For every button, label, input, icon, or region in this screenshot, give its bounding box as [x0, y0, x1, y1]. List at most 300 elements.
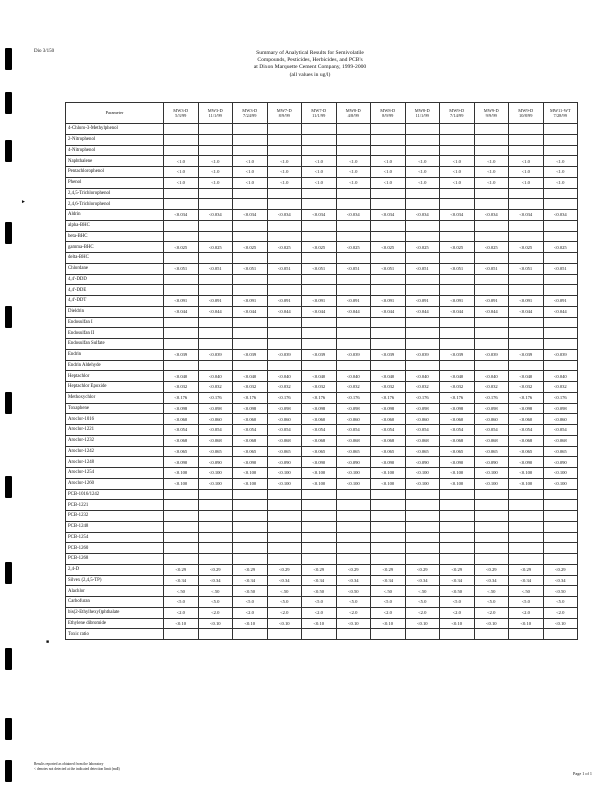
result-cell	[164, 124, 199, 135]
result-cell	[198, 285, 233, 296]
result-cell: <0.100	[509, 468, 544, 479]
result-cell	[405, 500, 440, 511]
result-cell	[405, 360, 440, 371]
result-cell	[198, 500, 233, 511]
result-cell	[336, 274, 371, 285]
parameter-name: Heptachlor	[66, 371, 164, 382]
result-cell: <0.044	[336, 306, 371, 317]
result-cell	[267, 360, 302, 371]
column-header	[198, 103, 233, 124]
result-cell	[336, 188, 371, 199]
result-cell: <0.060	[302, 414, 337, 425]
result-cell: <0.065	[371, 446, 406, 457]
result-cell	[336, 532, 371, 543]
result-cell: <0.044	[302, 306, 337, 317]
result-cell	[233, 220, 268, 231]
result-cell: <0.034	[336, 210, 371, 221]
result-cell	[267, 220, 302, 231]
result-cell: <0.032	[474, 382, 509, 393]
table-row	[66, 317, 578, 328]
parameter-name: 2,4,6-Trichlorophenol	[66, 199, 164, 210]
parameter-name: Ethylene dibromide	[66, 618, 164, 629]
result-cell: <2.0	[371, 607, 406, 618]
result-cell	[302, 511, 337, 522]
result-cell	[164, 532, 199, 543]
result-cell: <0.060	[233, 414, 268, 425]
result-cell: <0.040	[267, 371, 302, 382]
parameter-name: Endrin	[66, 349, 164, 360]
result-cell	[543, 500, 578, 511]
table-row	[66, 446, 578, 457]
result-cell	[164, 521, 199, 532]
result-cell: <0.034	[198, 210, 233, 221]
result-cell: <0.034	[440, 210, 475, 221]
result-cell: <0.025	[543, 242, 578, 253]
result-cell: <0.054	[336, 425, 371, 436]
result-cell: <0.100	[371, 478, 406, 489]
title-line: (all values in ug/l)	[289, 71, 331, 78]
result-cell: <5.0	[164, 597, 199, 608]
result-cell	[302, 199, 337, 210]
result-cell: <0.040	[371, 371, 406, 382]
result-cell: <0.051	[440, 263, 475, 274]
punch-hole	[5, 562, 12, 584]
result-cell	[336, 543, 371, 554]
result-cell	[164, 199, 199, 210]
result-cell: <0.039	[405, 349, 440, 360]
result-cell	[233, 339, 268, 350]
result-cell: <1.0	[233, 177, 268, 188]
result-cell: <2.0	[198, 607, 233, 618]
result-cell: <0.091	[474, 296, 509, 307]
result-cell: <1.0	[543, 156, 578, 167]
result-cell: <0.098	[371, 403, 406, 414]
result-cell: <0.025	[302, 242, 337, 253]
parameter-name: Toxic ratio	[66, 629, 164, 640]
parameter-name: 2,4-D	[66, 564, 164, 575]
result-cell	[198, 629, 233, 640]
result-cell: <0.051	[198, 263, 233, 274]
result-cell	[474, 220, 509, 231]
result-cell: <0.065	[474, 446, 509, 457]
result-cell	[543, 554, 578, 565]
result-cell: <0.060	[543, 414, 578, 425]
table-row	[66, 403, 578, 414]
result-cell: <0.060	[405, 414, 440, 425]
result-cell: <0.091	[543, 296, 578, 307]
result-cell	[336, 134, 371, 145]
result-cell	[198, 317, 233, 328]
table-row	[66, 489, 578, 500]
result-cell	[405, 543, 440, 554]
result-cell: <0.091	[267, 296, 302, 307]
result-cell: <0.090	[336, 457, 371, 468]
result-cell: <0.051	[509, 263, 544, 274]
result-cell	[440, 521, 475, 532]
result-cell	[543, 521, 578, 532]
result-cell	[233, 500, 268, 511]
result-cell: <0.054	[302, 425, 337, 436]
result-cell	[302, 145, 337, 156]
result-cell	[267, 285, 302, 296]
result-cell	[233, 543, 268, 554]
result-cell: <0.34	[405, 575, 440, 586]
result-cell	[371, 543, 406, 554]
result-cell	[509, 317, 544, 328]
result-cell: <0.025	[474, 242, 509, 253]
result-cell: <1.0	[198, 167, 233, 178]
column-date: 11/1/99	[208, 113, 222, 118]
result-cell	[336, 199, 371, 210]
result-cell	[474, 145, 509, 156]
column-well: MW3-D	[242, 107, 258, 113]
result-cell	[474, 629, 509, 640]
result-cell: <0.032	[440, 382, 475, 393]
result-cell	[164, 317, 199, 328]
result-cell	[509, 360, 544, 371]
parameter-name: 2,4,5-Trichlorophenol	[66, 188, 164, 199]
result-cell: <0.032	[198, 382, 233, 393]
result-cell: <5.0	[267, 597, 302, 608]
result-cell	[267, 145, 302, 156]
result-cell: <0.090	[474, 457, 509, 468]
result-cell	[474, 511, 509, 522]
parameter-name: PCB-1260	[66, 543, 164, 554]
result-cell: <0.176	[336, 392, 371, 403]
result-cell: <0.032	[164, 382, 199, 393]
result-cell: <0.090	[302, 457, 337, 468]
result-cell	[474, 124, 509, 135]
table-row	[66, 231, 578, 242]
result-cell: <0.098	[164, 403, 199, 414]
result-cell	[198, 543, 233, 554]
result-cell: <0.100	[405, 468, 440, 479]
result-cell	[267, 339, 302, 350]
result-cell	[509, 145, 544, 156]
result-cell	[371, 554, 406, 565]
result-cell	[509, 231, 544, 242]
result-cell	[371, 317, 406, 328]
table-row	[66, 629, 578, 640]
result-cell	[474, 360, 509, 371]
result-cell: <0.34	[474, 575, 509, 586]
result-cell	[440, 124, 475, 135]
result-cell	[405, 339, 440, 350]
result-cell: <0.50	[233, 586, 268, 597]
result-cell: <0.032	[405, 382, 440, 393]
result-cell	[302, 231, 337, 242]
result-cell	[405, 317, 440, 328]
table-row	[66, 618, 578, 629]
result-cell: <0.176	[198, 392, 233, 403]
result-cell: <0.29	[233, 564, 268, 575]
result-cell: <0.100	[302, 478, 337, 489]
column-well: MW8-D	[380, 107, 396, 113]
column-header	[509, 103, 544, 124]
result-cell: <0.051	[543, 263, 578, 274]
result-cell: <0.034	[302, 210, 337, 221]
result-cell: <0.100	[302, 468, 337, 479]
result-cell	[440, 511, 475, 522]
result-cell: <0.176	[302, 392, 337, 403]
parameter-name: Aldrin	[66, 210, 164, 221]
result-cell	[371, 339, 406, 350]
column-header	[233, 103, 268, 124]
parameter-name: Pentachlorophenol	[66, 167, 164, 178]
result-cell: <5.0	[543, 597, 578, 608]
table-row	[66, 478, 578, 489]
result-cell	[440, 220, 475, 231]
column-well: MW3-D	[207, 107, 223, 113]
table-row	[66, 500, 578, 511]
result-cell	[405, 199, 440, 210]
result-cell: <0.098	[474, 403, 509, 414]
result-cell	[440, 188, 475, 199]
result-cell: <0.065	[336, 446, 371, 457]
result-cell: <0.50	[336, 586, 371, 597]
result-cell	[509, 188, 544, 199]
result-cell: <0.040	[509, 371, 544, 382]
result-cell: <0.10	[233, 618, 268, 629]
result-cell	[543, 532, 578, 543]
result-cell	[509, 199, 544, 210]
result-cell: <0.176	[474, 392, 509, 403]
result-cell: <0.032	[302, 382, 337, 393]
result-cell: <1.0	[198, 156, 233, 167]
result-cell: <0.060	[474, 414, 509, 425]
result-cell: <1.0	[474, 156, 509, 167]
result-cell: <0.098	[267, 403, 302, 414]
result-cell	[440, 543, 475, 554]
parameter-name: PCB-1248	[66, 521, 164, 532]
parameter-name: Naphthalene	[66, 156, 164, 167]
result-cell	[405, 253, 440, 264]
punch-hole	[5, 140, 12, 162]
result-cell	[233, 124, 268, 135]
result-cell: <0.051	[164, 263, 199, 274]
result-cell: <2.0	[267, 607, 302, 618]
result-cell: <1.0	[474, 167, 509, 178]
result-cell: <5.0	[371, 597, 406, 608]
column-date: 11/1/99	[415, 113, 429, 118]
result-cell: <0.044	[440, 306, 475, 317]
result-cell: <0.032	[543, 382, 578, 393]
footer-line: Results reported as obtained from the laboratory	[34, 762, 104, 766]
result-cell: <1.0	[405, 156, 440, 167]
result-cell: <0.29	[267, 564, 302, 575]
result-cell	[509, 489, 544, 500]
result-cell: <0.039	[440, 349, 475, 360]
parameter-name: Alachlor	[66, 586, 164, 597]
column-header	[474, 103, 509, 124]
result-cell: <0.044	[371, 306, 406, 317]
punch-hole	[5, 92, 12, 114]
table-row	[66, 167, 578, 178]
punch-hole	[5, 306, 12, 328]
result-cell: <0.054	[371, 425, 406, 436]
result-cell	[267, 199, 302, 210]
result-cell: <0.068	[371, 435, 406, 446]
result-cell: <2.0	[440, 607, 475, 618]
table-row	[66, 296, 578, 307]
table-row	[66, 145, 578, 156]
result-cell	[371, 220, 406, 231]
result-cell: <0.068	[302, 435, 337, 446]
result-cell: <0.091	[509, 296, 544, 307]
result-cell	[198, 511, 233, 522]
parameter-name: PCB-1254	[66, 532, 164, 543]
result-cell	[336, 521, 371, 532]
result-cell	[302, 220, 337, 231]
result-cell: <0.10	[336, 618, 371, 629]
result-cell	[405, 521, 440, 532]
result-cell	[233, 253, 268, 264]
result-cell	[164, 188, 199, 199]
result-cell: <0.100	[233, 478, 268, 489]
column-date: 11/1/99	[312, 113, 326, 118]
result-cell	[336, 328, 371, 339]
result-cell: <0.065	[543, 446, 578, 457]
result-cell	[509, 500, 544, 511]
result-cell: <1.0	[302, 167, 337, 178]
result-cell: <0.060	[336, 414, 371, 425]
table-row	[66, 511, 578, 522]
parameter-name: gamma-BHC	[66, 242, 164, 253]
column-header	[371, 103, 406, 124]
result-cell	[543, 220, 578, 231]
result-cell: <0.098	[509, 403, 544, 414]
result-cell: <0.176	[267, 392, 302, 403]
result-cell	[543, 511, 578, 522]
result-cell	[302, 489, 337, 500]
result-cell	[405, 511, 440, 522]
result-cell	[371, 199, 406, 210]
result-cell: <0.065	[509, 446, 544, 457]
result-cell: <0.068	[198, 435, 233, 446]
table-row	[66, 274, 578, 285]
result-cell: <0.50	[543, 586, 578, 597]
result-cell: <0.50	[302, 586, 337, 597]
result-cell: <0.100	[164, 478, 199, 489]
result-cell	[164, 274, 199, 285]
result-cell	[543, 253, 578, 264]
column-header	[336, 103, 371, 124]
result-cell	[233, 231, 268, 242]
result-cell	[267, 134, 302, 145]
column-date: 5/3/99	[175, 113, 187, 118]
result-cell	[198, 554, 233, 565]
result-cell: <5.0	[509, 597, 544, 608]
result-cell: <0.100	[233, 468, 268, 479]
result-cell	[233, 521, 268, 532]
result-cell: <0.34	[371, 575, 406, 586]
column-well: MW9-D	[449, 107, 465, 113]
result-cell	[233, 285, 268, 296]
result-cell: <0.044	[198, 306, 233, 317]
result-cell: <0.29	[405, 564, 440, 575]
title-line: Summary of Analytical Results for Semivolatile	[256, 50, 364, 56]
result-cell	[267, 274, 302, 285]
result-cell: <.50	[371, 586, 406, 597]
result-cell: <0.091	[164, 296, 199, 307]
result-cell	[336, 253, 371, 264]
result-cell: <1.0	[371, 156, 406, 167]
result-cell: <0.50	[440, 586, 475, 597]
result-cell	[405, 124, 440, 135]
result-cell: <0.100	[543, 468, 578, 479]
result-cell	[336, 220, 371, 231]
result-cell: <0.10	[509, 618, 544, 629]
result-cell	[440, 500, 475, 511]
page-title	[160, 50, 460, 79]
parameter-name: Endosulfan I	[66, 317, 164, 328]
result-cell: <0.039	[302, 349, 337, 360]
result-cell: <0.10	[543, 618, 578, 629]
parameter-name: 4,4'-DDT	[66, 296, 164, 307]
result-cell: <0.054	[198, 425, 233, 436]
result-cell: <0.10	[405, 618, 440, 629]
result-cell	[509, 124, 544, 135]
parameter-name: Aroclor-1260	[66, 478, 164, 489]
result-cell	[164, 554, 199, 565]
result-cell	[164, 145, 199, 156]
result-cell	[198, 134, 233, 145]
result-cell: <0.065	[405, 446, 440, 457]
result-cell: <0.044	[233, 306, 268, 317]
result-cell: <0.054	[474, 425, 509, 436]
result-cell: <0.068	[405, 435, 440, 446]
parameter-name: Endosulfan Sulfate	[66, 339, 164, 350]
result-cell	[509, 532, 544, 543]
result-cell	[267, 629, 302, 640]
result-cell	[336, 629, 371, 640]
table-row	[66, 349, 578, 360]
result-cell: <0.10	[164, 618, 199, 629]
result-cell: <0.091	[440, 296, 475, 307]
result-cell	[543, 145, 578, 156]
footer-line: < denotes not detected at the indicated detection limit (mdl)	[34, 767, 120, 771]
result-cell	[405, 134, 440, 145]
result-cell: <1.0	[164, 156, 199, 167]
result-cell: <0.091	[233, 296, 268, 307]
result-cell: <0.100	[440, 468, 475, 479]
parameter-name: 4,4'-DDE	[66, 285, 164, 296]
result-cell: <0.065	[233, 446, 268, 457]
result-cell: <0.091	[336, 296, 371, 307]
result-cell: <2.0	[405, 607, 440, 618]
result-cell	[474, 274, 509, 285]
result-cell	[198, 274, 233, 285]
result-cell: <0.29	[371, 564, 406, 575]
result-cell: <0.100	[336, 478, 371, 489]
result-cell	[474, 339, 509, 350]
result-cell	[474, 231, 509, 242]
parameter-name: Endosulfan II	[66, 328, 164, 339]
parameter-name: 4-Nitrophenol	[66, 145, 164, 156]
result-cell	[474, 489, 509, 500]
result-cell	[267, 231, 302, 242]
result-cell	[440, 134, 475, 145]
result-cell: <0.100	[267, 468, 302, 479]
table-row	[66, 306, 578, 317]
result-cell: <0.29	[302, 564, 337, 575]
result-cell	[371, 521, 406, 532]
table-row	[66, 360, 578, 371]
result-cell: <5.0	[233, 597, 268, 608]
result-cell: <0.060	[371, 414, 406, 425]
result-cell: <2.0	[474, 607, 509, 618]
footer-notes	[34, 762, 120, 772]
